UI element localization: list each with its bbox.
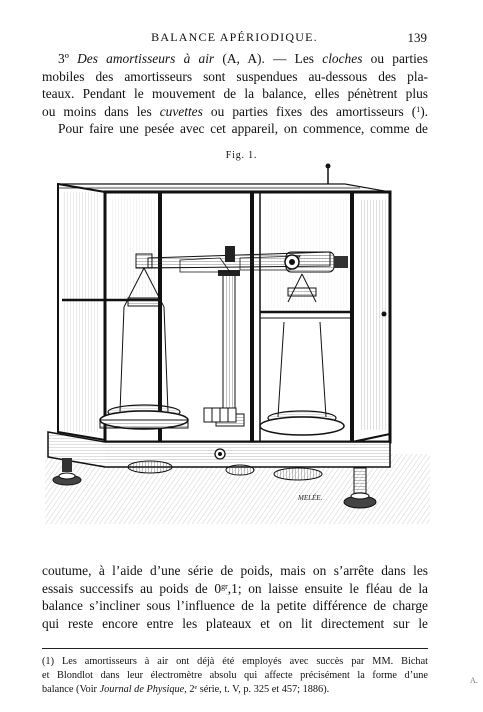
text-line: ou moins dans les cuvettes ou parties fixes des amortisseurs ($^1$).: [42, 103, 428, 119]
footnote-line: et Blondlot dans leur électromètre absolu qui affecte précisément la forme d’une: [42, 670, 428, 681]
footnote: [42, 655, 428, 697]
damper-left: [128, 461, 172, 473]
text-line: Pour faire une pesée avec cet appareil, on commence, comme de: [58, 121, 428, 136]
footnote-rule: [42, 648, 428, 649]
page-number: 139: [407, 30, 427, 45]
damper-right: [274, 468, 322, 480]
footnote-line: balance (Voir Journal de Physique, 2ᵉ série, t. V, p. 325 et 457; 1886).: [42, 684, 330, 695]
text-line: coutume, à l’aide d’une série de poids, mais on s’arrête dans les: [42, 563, 428, 578]
footnote-line: (1) Les amortisseurs à air ont déjà été employés avec succès par MM. Bichat: [42, 656, 429, 667]
margin-mark: A.: [470, 676, 478, 685]
text-line: 3º Des amortisseurs à air (A, A). — Les cloches ou parties: [58, 51, 428, 66]
text-line: teaux. Pendant le mouvement de la balance, elles pénètrent plus: [42, 86, 428, 101]
body-paragraph-top: [42, 50, 428, 138]
balance-engraving: [40, 162, 435, 532]
text-line: balance s’incliner sous l’influence de la petite différence de charge: [42, 598, 428, 613]
figure-caption: Fig. 1.: [225, 150, 258, 161]
body-paragraph-bottom: [42, 562, 428, 632]
engraver-signature: MELÉE.: [298, 494, 323, 502]
running-title: BALANCE APÉRIODIQUE.: [151, 30, 318, 44]
central-column: [223, 272, 235, 417]
text-line: essais successifs au poids de $0^{gr},1$; on laisse ensuite le fléau de la: [42, 580, 428, 596]
text-line: qui reste encore entre les plateaux et on lit directement sur le: [42, 615, 428, 631]
page-header: [42, 30, 427, 46]
text-line: mobiles des amortisseurs sont suspendues au-dessous des pla-: [42, 68, 428, 84]
